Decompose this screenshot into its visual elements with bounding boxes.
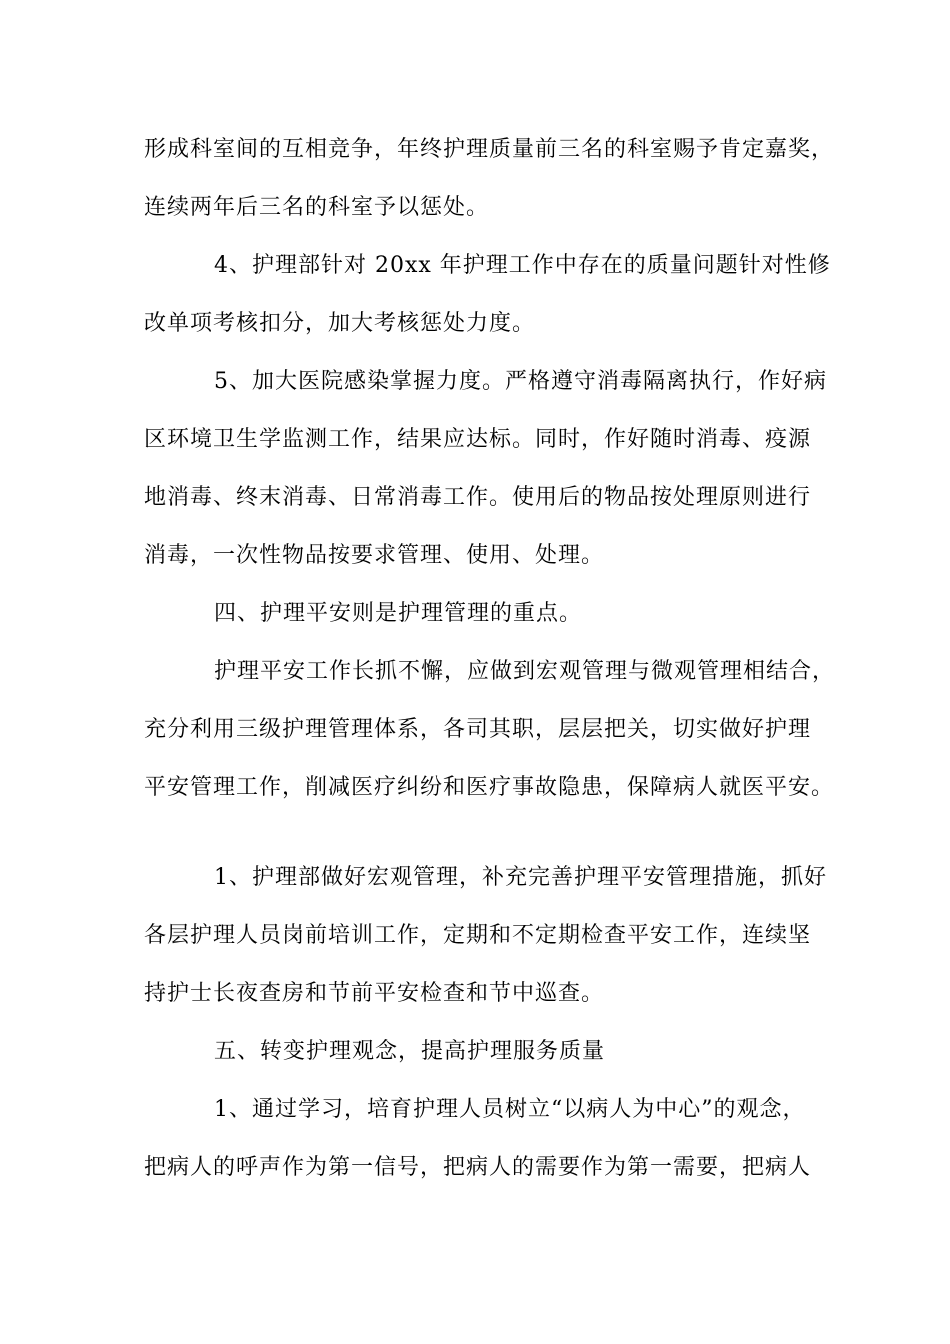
section-heading: 四、护理平安则是护理管理的重点。	[214, 601, 583, 626]
section-heading: 五、转变护理观念，提高护理服务质量	[214, 1039, 606, 1064]
text-line: 4、护理部针对 20xx 年护理工作中存在的质量问题针对性修	[214, 253, 831, 278]
text-line: 1、护理部做好宏观管理，补充完善护理平安管理措施，抓好	[214, 865, 827, 890]
text-line: 平安管理工作，削减医疗纠纷和医疗事故隐患，保障病人就医平安。	[144, 775, 835, 800]
text-line: 护理平安工作长抓不懈，应做到宏观管理与微观管理相结合，	[214, 659, 836, 684]
text-line: 把病人的呼声作为第一信号，把病人的需要作为第一需要，把病人	[144, 1155, 812, 1180]
text-line: 5、加大医院感染掌握力度。严格遵守消毒隔离执行，作好病	[214, 369, 827, 394]
text-line: 充分利用三级护理管理体系，各司其职，层层把关，切实做好护理	[144, 717, 812, 742]
text-line: 持护士长夜查房和节前平安检查和节中巡查。	[144, 981, 605, 1006]
text-line: 消毒，一次性物品按要求管理、使用、处理。	[144, 543, 605, 568]
text-line: 各层护理人员岗前培训工作，定期和不定期检查平安工作，连续坚	[144, 923, 812, 948]
text-line: 改单项考核扣分，加大考核惩处力度。	[144, 311, 536, 336]
text-line: 地消毒、终末消毒、日常消毒工作。使用后的物品按处理原则进行	[144, 485, 812, 510]
text-line: 形成科室间的互相竞争，年终护理质量前三名的科室赐予肯定嘉奖，	[144, 137, 835, 162]
text-line: 区环境卫生学监测工作，结果应达标。同时，作好随时消毒、疫源	[144, 427, 812, 452]
text-line: 连续两年后三名的科室予以惩处。	[144, 195, 490, 220]
text-line: 1、通过学习，培育护理人员树立“以病人为中心”的观念，	[214, 1097, 806, 1122]
